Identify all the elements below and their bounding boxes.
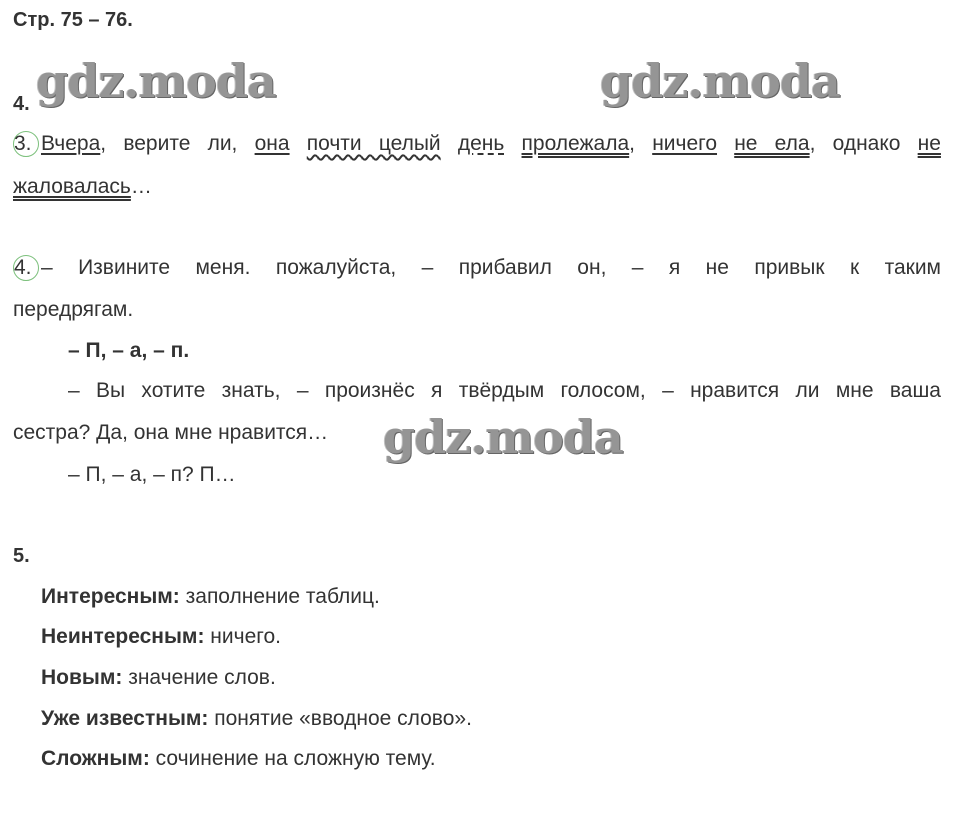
word-predicate: не ела (734, 132, 810, 155)
task-4-number: 4. (13, 93, 30, 115)
row-label: Неинтересным: (41, 625, 205, 648)
task4-item4-line1 (13, 255, 941, 281)
word-adverbial: день (457, 132, 505, 155)
watermark-logo: gdz.moda (600, 54, 840, 108)
punctuation-scheme: – П, – а, – п? П… (68, 463, 236, 486)
reflection-row (41, 706, 472, 732)
row-text: ничего. (204, 625, 281, 648)
quote-line2: сестра? Да, она мне нравится… (13, 421, 329, 444)
reflection-row (41, 665, 276, 691)
row-text: заполнение таблиц. (179, 585, 380, 608)
word-predicate: жаловалась (13, 175, 131, 198)
word-modifier: почти целый (306, 132, 441, 155)
watermark-logo: gdz.moda (36, 54, 276, 108)
word-adverbial: Вчера (41, 132, 101, 155)
punctuation-scheme: – П, – а, – п. (68, 339, 190, 362)
quote-line1: – Вы хотите знать, – произнёс я твёрдым голосом, – нравится ли мне ваша (68, 379, 941, 402)
task4-item3-line1 (13, 131, 941, 157)
reflection-row (41, 584, 380, 610)
reflection-row (41, 746, 436, 772)
word-object: ничего (652, 132, 718, 155)
row-label: Новым: (41, 666, 123, 689)
watermark-logo: gdz.moda (383, 410, 623, 464)
word-predicate: пролежала (521, 132, 630, 155)
task4-item3-line2 (13, 174, 152, 200)
text-fragment: , (629, 132, 635, 155)
row-label: Уже известным: (41, 707, 209, 730)
text-fragment: , однако (809, 132, 901, 155)
item-number-circle: 3. (13, 131, 39, 157)
row-label: Интересным: (41, 585, 180, 608)
row-text: значение слов. (122, 666, 276, 689)
row-text: сочинение на сложную тему. (149, 747, 436, 770)
ellipsis: … (130, 175, 152, 198)
page-range-heading: Стр. 75 – 76. (13, 9, 133, 31)
row-text: понятие «вводное слово». (208, 707, 472, 730)
text-fragment: , верите ли, (100, 132, 255, 155)
row-label: Сложным: (41, 747, 150, 770)
word-subject: она (254, 132, 290, 155)
item-number-circle: 4. (13, 255, 39, 281)
sentence-text: – Извините меня. пожалуйста, – прибавил он, – я не привык к таким (41, 256, 941, 279)
task4-item4-line2: передрягам. (13, 298, 134, 321)
reflection-row (41, 624, 281, 650)
task-5-number: 5. (13, 545, 30, 567)
word-predicate: не (917, 132, 941, 155)
